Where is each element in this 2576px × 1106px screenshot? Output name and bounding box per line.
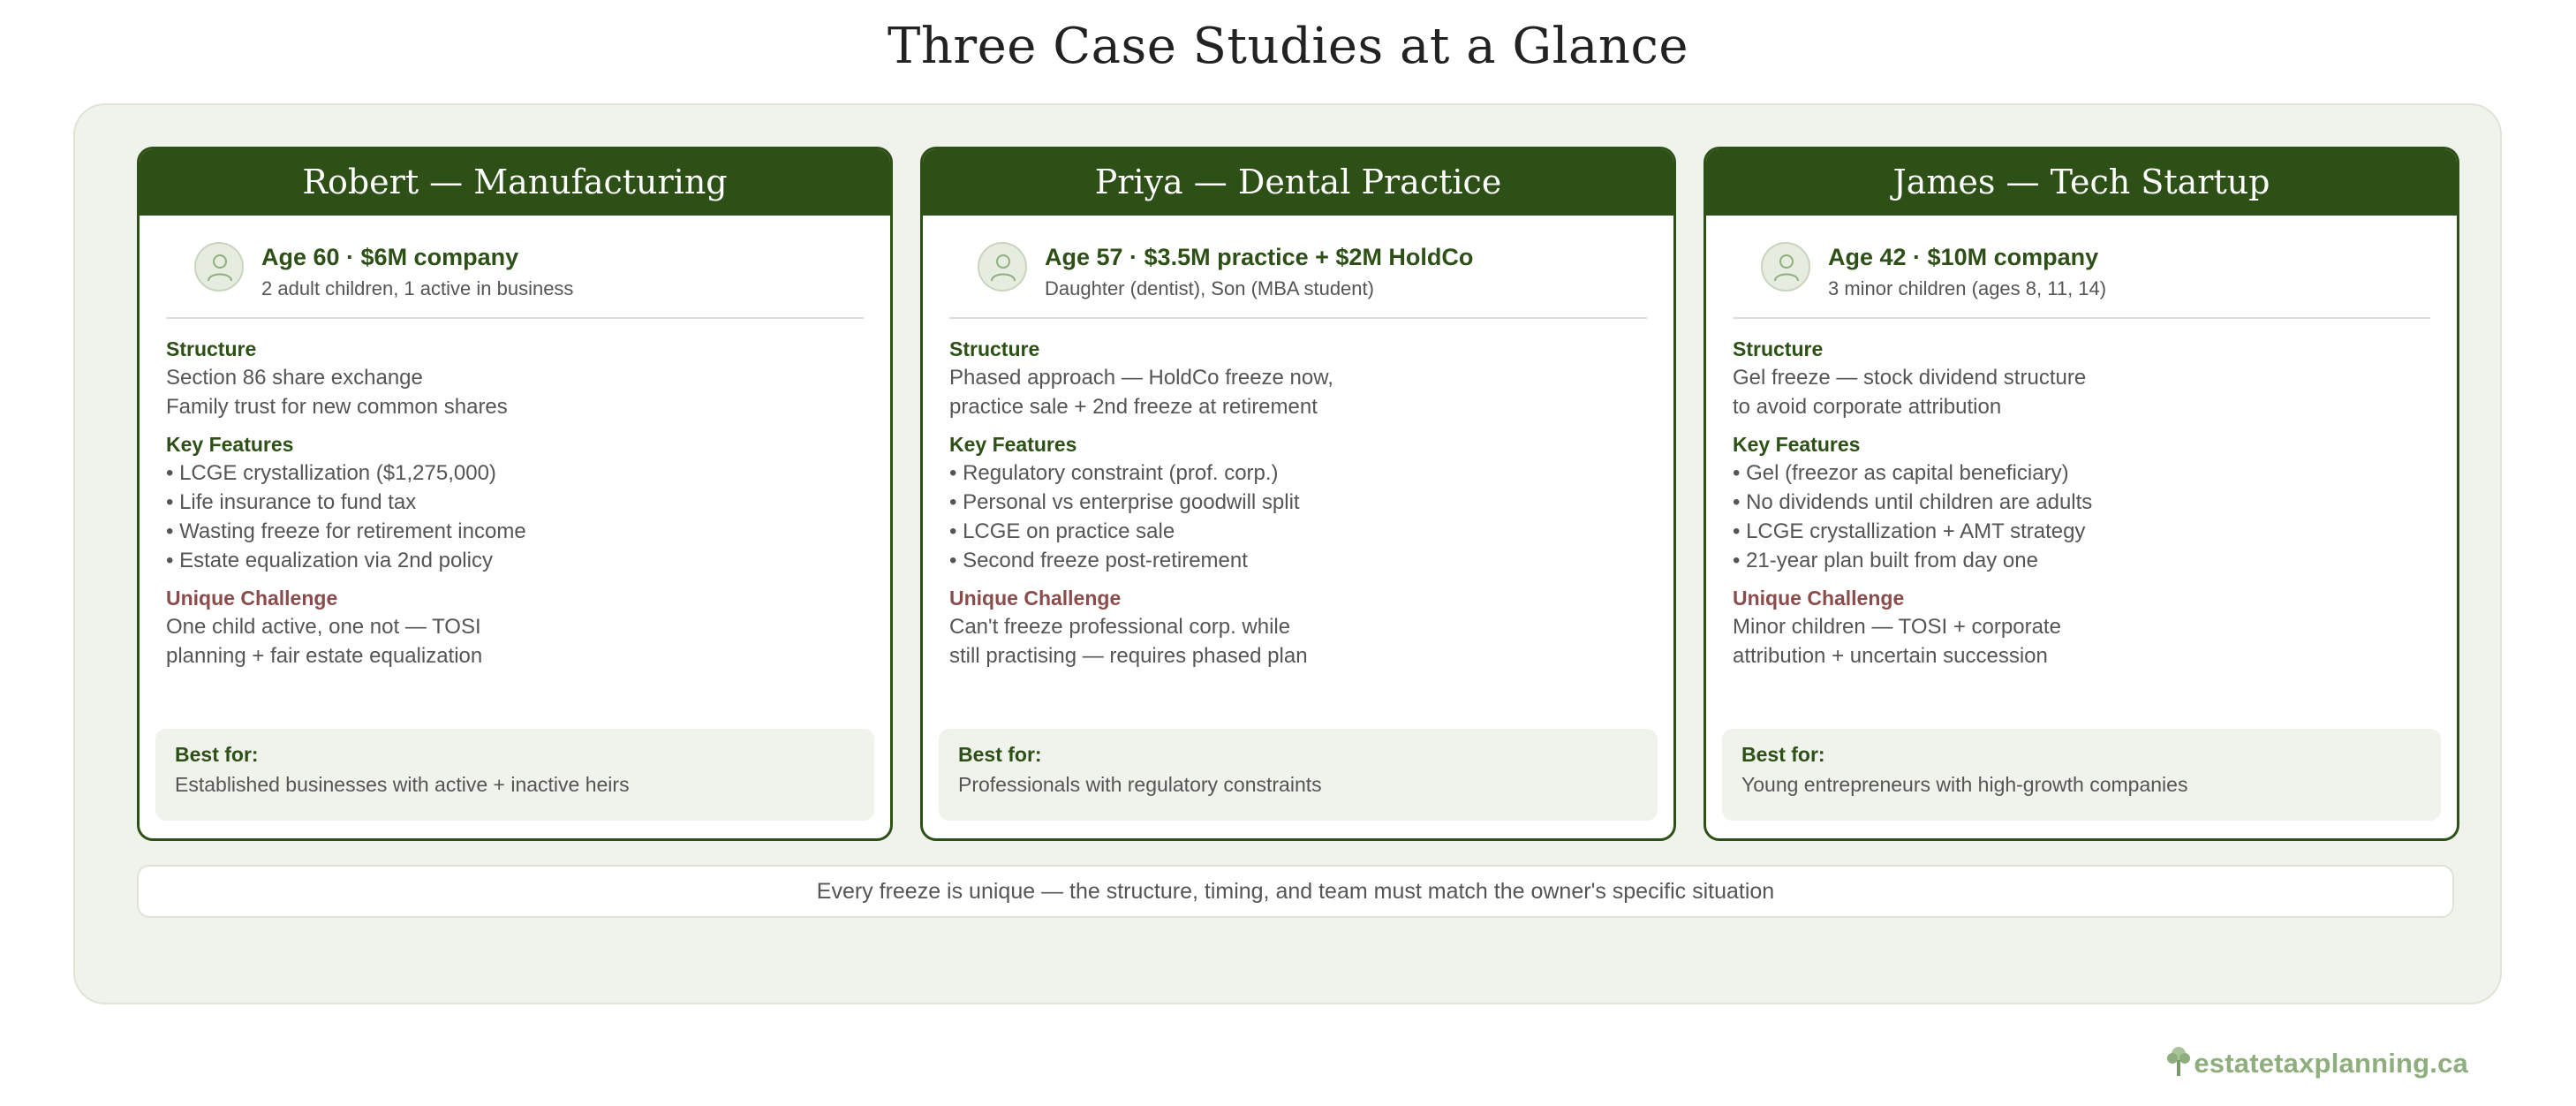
structure-label: Structure bbox=[1733, 337, 1824, 360]
brand-text: estatetaxplanning.ca bbox=[2194, 1048, 2468, 1079]
structure-line: Gel freeze — stock dividend structure bbox=[1733, 366, 2087, 390]
person-icon bbox=[194, 242, 244, 292]
card-title: James — Tech Startup bbox=[1706, 149, 2457, 216]
feature-item: • Second freeze post-retirement bbox=[949, 549, 1248, 572]
tree-icon bbox=[2165, 1044, 2192, 1084]
challenge-label: Unique Challenge bbox=[949, 587, 1122, 610]
person-icon bbox=[978, 242, 1027, 292]
best-for-label: Best for: bbox=[1741, 743, 1825, 766]
features-label: Key Features bbox=[1733, 433, 1861, 456]
card-title: Robert — Manufacturing bbox=[140, 149, 890, 216]
brand-logo[interactable] bbox=[2165, 1044, 2468, 1083]
feature-item: • Regulatory constraint (prof. corp.) bbox=[949, 461, 1279, 485]
profile-row bbox=[1733, 216, 2430, 319]
structure-label: Structure bbox=[166, 337, 257, 360]
profile-subtitle: Daughter (dentist), Son (MBA student) bbox=[1045, 277, 1374, 299]
profile-row bbox=[949, 216, 1647, 319]
case-study-cards bbox=[137, 147, 2459, 841]
feature-item: • Gel (freezor as capital beneficiary) bbox=[1733, 461, 2069, 485]
feature-item: • Life insurance to fund tax bbox=[166, 490, 417, 514]
footer-note: Every freeze is unique — the structure, timing, and team must match the owner's specific situation bbox=[137, 865, 2454, 918]
card-body bbox=[166, 335, 873, 679]
structure-label: Structure bbox=[949, 337, 1040, 360]
card-body bbox=[1733, 335, 2439, 679]
challenge-line: Can't freeze professional corp. while bbox=[949, 615, 1291, 639]
person-icon bbox=[1761, 242, 1810, 292]
feature-item: • Personal vs enterprise goodwill split bbox=[949, 490, 1300, 514]
best-for-text: Professionals with regulatory constraints bbox=[958, 773, 1322, 796]
challenge-line: Minor children — TOSI + corporate bbox=[1733, 615, 2061, 639]
best-for-box bbox=[1722, 729, 2441, 821]
feature-item: • Wasting freeze for retirement income bbox=[166, 519, 526, 543]
challenge-label: Unique Challenge bbox=[1733, 587, 1905, 610]
features-label: Key Features bbox=[166, 433, 294, 456]
feature-item: • LCGE crystallization + AMT strategy bbox=[1733, 519, 2086, 543]
features-label: Key Features bbox=[949, 433, 1077, 456]
challenge-line: attribution + uncertain succession bbox=[1733, 644, 2048, 668]
card-title: Priya — Dental Practice bbox=[923, 149, 1673, 216]
feature-item: • Estate equalization via 2nd policy bbox=[166, 549, 493, 572]
profile-subtitle: 3 minor children (ages 8, 11, 14) bbox=[1828, 277, 2107, 299]
best-for-text: Established businesses with active + inactive heirs bbox=[175, 773, 630, 796]
profile-title: Age 57 · $3.5M practice + $2M HoldCo bbox=[1045, 244, 1474, 270]
feature-item: • LCGE on practice sale bbox=[949, 519, 1175, 543]
challenge-line: planning + fair estate equalization bbox=[166, 644, 483, 668]
profile-title: Age 42 · $10M company bbox=[1828, 244, 2099, 270]
best-for-box bbox=[155, 729, 874, 821]
page-title: Three Case Studies at a Glance bbox=[887, 18, 1689, 75]
best-for-label: Best for: bbox=[175, 743, 259, 766]
best-for-text: Young entrepreneurs with high-growth companies bbox=[1741, 773, 2188, 796]
structure-line: to avoid corporate attribution bbox=[1733, 395, 2002, 419]
feature-item: • No dividends until children are adults bbox=[1733, 490, 2093, 514]
challenge-line: One child active, one not — TOSI bbox=[166, 615, 481, 639]
profile-row bbox=[166, 216, 864, 319]
challenge-label: Unique Challenge bbox=[166, 587, 338, 610]
challenge-line: still practising — requires phased plan bbox=[949, 644, 1308, 668]
profile-title: Age 60 · $6M company bbox=[261, 244, 519, 270]
best-for-label: Best for: bbox=[958, 743, 1042, 766]
structure-line: Phased approach — HoldCo freeze now, bbox=[949, 366, 1333, 390]
best-for-box bbox=[939, 729, 1658, 821]
case-card-priya bbox=[920, 147, 1676, 841]
card-body bbox=[949, 335, 1656, 679]
case-card-james bbox=[1703, 147, 2459, 841]
profile-subtitle: 2 adult children, 1 active in business bbox=[261, 277, 574, 299]
feature-item: • LCGE crystallization ($1,275,000) bbox=[166, 461, 496, 485]
structure-line: practice sale + 2nd freeze at retirement bbox=[949, 395, 1318, 419]
case-card-robert bbox=[137, 147, 893, 841]
structure-line: Family trust for new common shares bbox=[166, 395, 508, 419]
structure-line: Section 86 share exchange bbox=[166, 366, 423, 390]
feature-item: • 21-year plan built from day one bbox=[1733, 549, 2038, 572]
